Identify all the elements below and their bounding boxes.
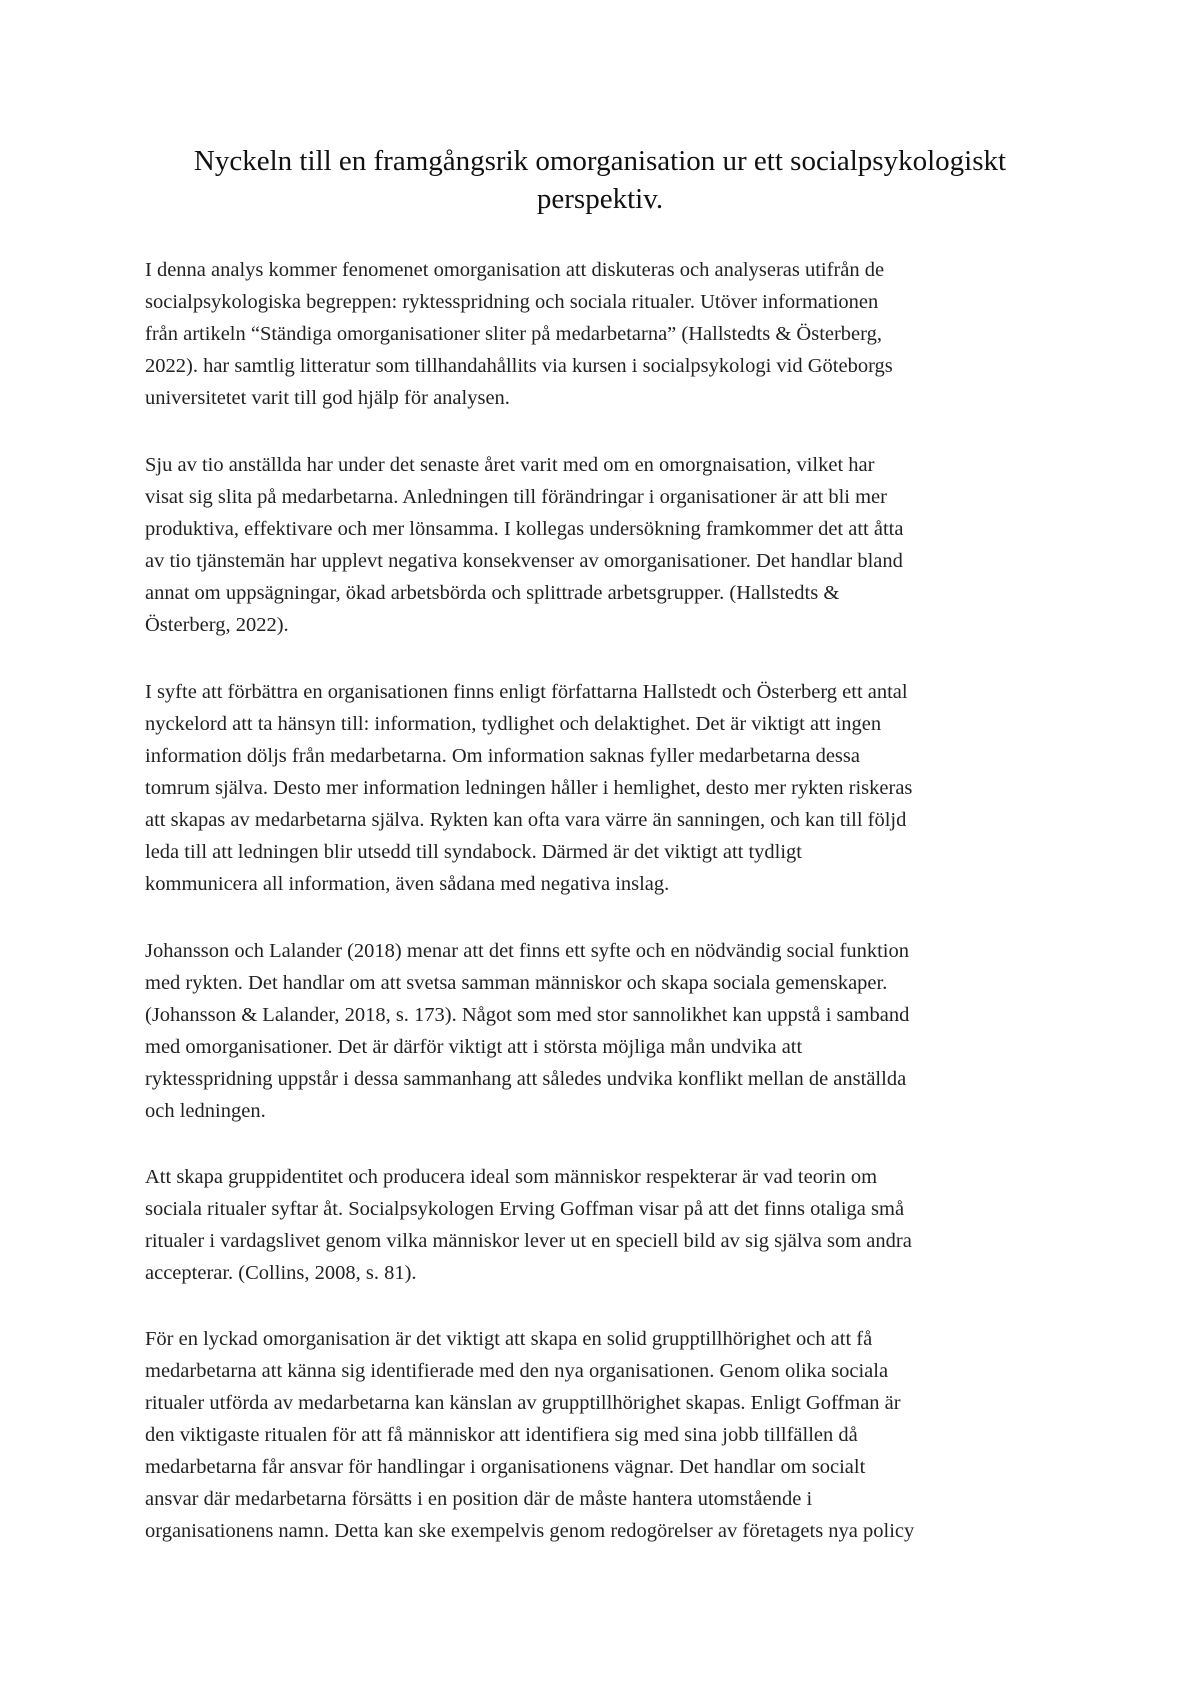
document-title: Nyckeln till en framgångsrik omorganisation ur ett socialpsykologiskt perspektiv. [193, 145, 1007, 215]
paragraph-rumors: Johansson och Lalander (2018) menar att det finns ett syfte och en nödvändig social funktion med rykten. Det handlar om att svetsa samman människor och skapa sociala gemenskaper. (Johansson & Lalander, 2018, s. 173). Något som med stor sannolikhet kan uppstå i samband med omorganisationer. Det är därför viktigt att i största möjliga mån undvika att ryktesspridning uppstår i dessa sammanhang att således undvika konflikt mellan de anställda och ledningen. [145, 940, 910, 1122]
paragraph-social-rituals: Att skapa gruppidentitet och producera ideal som människor respekterar är vad teorin om sociala ritualer syftar åt. Socialpsykologen Erving Goffman visar på att det finns otaliga små ritualer i vardagslivet genom vilka människor lever ut en speciell bild av sig själva som andra accepterar. (Collins, 2008, s. 81). [145, 1166, 912, 1284]
paragraph-information: I syfte att förbättra en organisationen finns enligt författarna Hallstedt och Österberg ett antal nyckelord att ta hänsyn till: information, tydlighet och delaktighet. Det är viktigt att ingen information döljs från medarbetarna. Om information saknas fyller medarbetarna dessa tomrum själva. Desto mer information ledningen håller i hemlighet, desto mer rykten riskeras att skapas av medarbetarna själva. Rykten kan ofta vara värre än sanningen, och kan till följd leda till att ledningen blir utsedd till syndabock. Därmed är det viktigt att tydligt kommunicera all information, även sådana med negativa inslag. [145, 681, 913, 895]
paragraph-group-belonging: För en lyckad omorganisation är det viktigt att skapa en solid grupptillhörighet och att få medarbetarna att känna sig identifierade med den nya organisationen. Genom olika sociala ritualer utförda av medarbetarna kan känslan av grupptillhörighet skapas. Enligt Goffman är den viktigaste ritualen för att få människor att identifiera sig med sina jobb tillfällen då medarbetarna får ansvar för handlingar i organisationens vägnar. Det handlar om socialt ansvar där medarbetarna försätts i en position där de måste hantera utomstående i organisationens namn. Detta kan ske exempelvis genom redogörelser av företagets nya policy [145, 1328, 915, 1542]
paragraph-background: Sju av tio anställda har under det senaste året varit med om en omorgnaisation, vilket har visat sig slita på medarbetarna. Anledningen till förändringar i organisationer är att bli mer produktiva, effektivare och mer lönsamma. I kollegas undersökning framkommer det att åtta av tio tjänstemän har upplevt negativa konsekvenser av omorganisationer. Det handlar bland annat om uppsägningar, ökad arbetsbörda och splittrade arbetsgrupper. (Hallstedts & Österberg, 2022). [145, 454, 904, 636]
paragraph-introduction: I denna analys kommer fenomenet omorganisation att diskuteras och analyseras utifrån de socialpsykologiska begreppen: ryktesspridning och sociala ritualer. Utöver informationen från artikeln “Ständiga omorganisationer sliter på medarbetarna” (Hallstedts & Österberg, 2022). har samtlig litteratur som tillhandahållits via kursen i socialpsykologi vid Göteborgs universitetet varit till god hjälp för analysen. [145, 259, 893, 409]
